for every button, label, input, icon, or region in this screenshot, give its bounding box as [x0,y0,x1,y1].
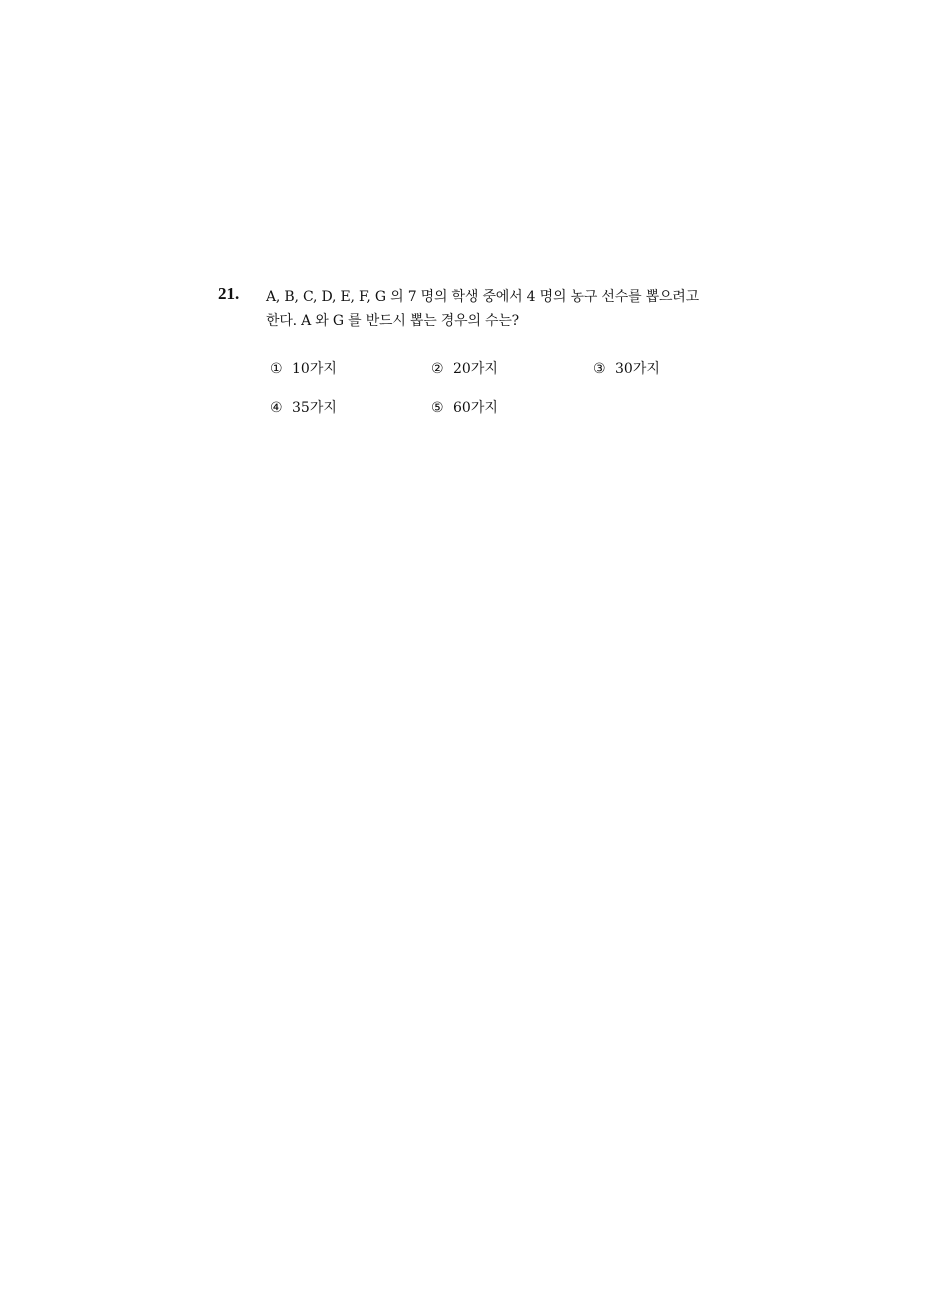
choice-text-1: 10가지 [292,361,337,377]
answer-choices [270,359,750,429]
question-line-2: 한다. A 와 G 를 반드시 뽑는 경우의 수는? [266,313,519,329]
choice-3[interactable] [593,359,660,379]
choice-5[interactable] [431,398,498,418]
choice-1[interactable] [270,359,337,379]
choice-2[interactable] [431,359,498,379]
choice-text-5: 60가지 [453,400,498,416]
problem-number: 21. [218,284,240,303]
question-text [266,285,786,333]
choice-text-3: 30가지 [615,361,660,377]
choice-marker-1: ① [270,361,283,377]
choice-marker-4: ④ [270,400,283,416]
question-line-1: A, B, C, D, E, F, G 의 7 명의 학생 중에서 4 명의 농구 선수를 뽑으려고 [266,289,699,305]
choice-marker-3: ③ [593,361,606,377]
choice-text-4: 35가지 [292,400,337,416]
choice-text-2: 20가지 [453,361,498,377]
choice-marker-5: ⑤ [431,400,444,416]
choice-marker-2: ② [431,361,444,377]
choice-4[interactable] [270,398,337,418]
